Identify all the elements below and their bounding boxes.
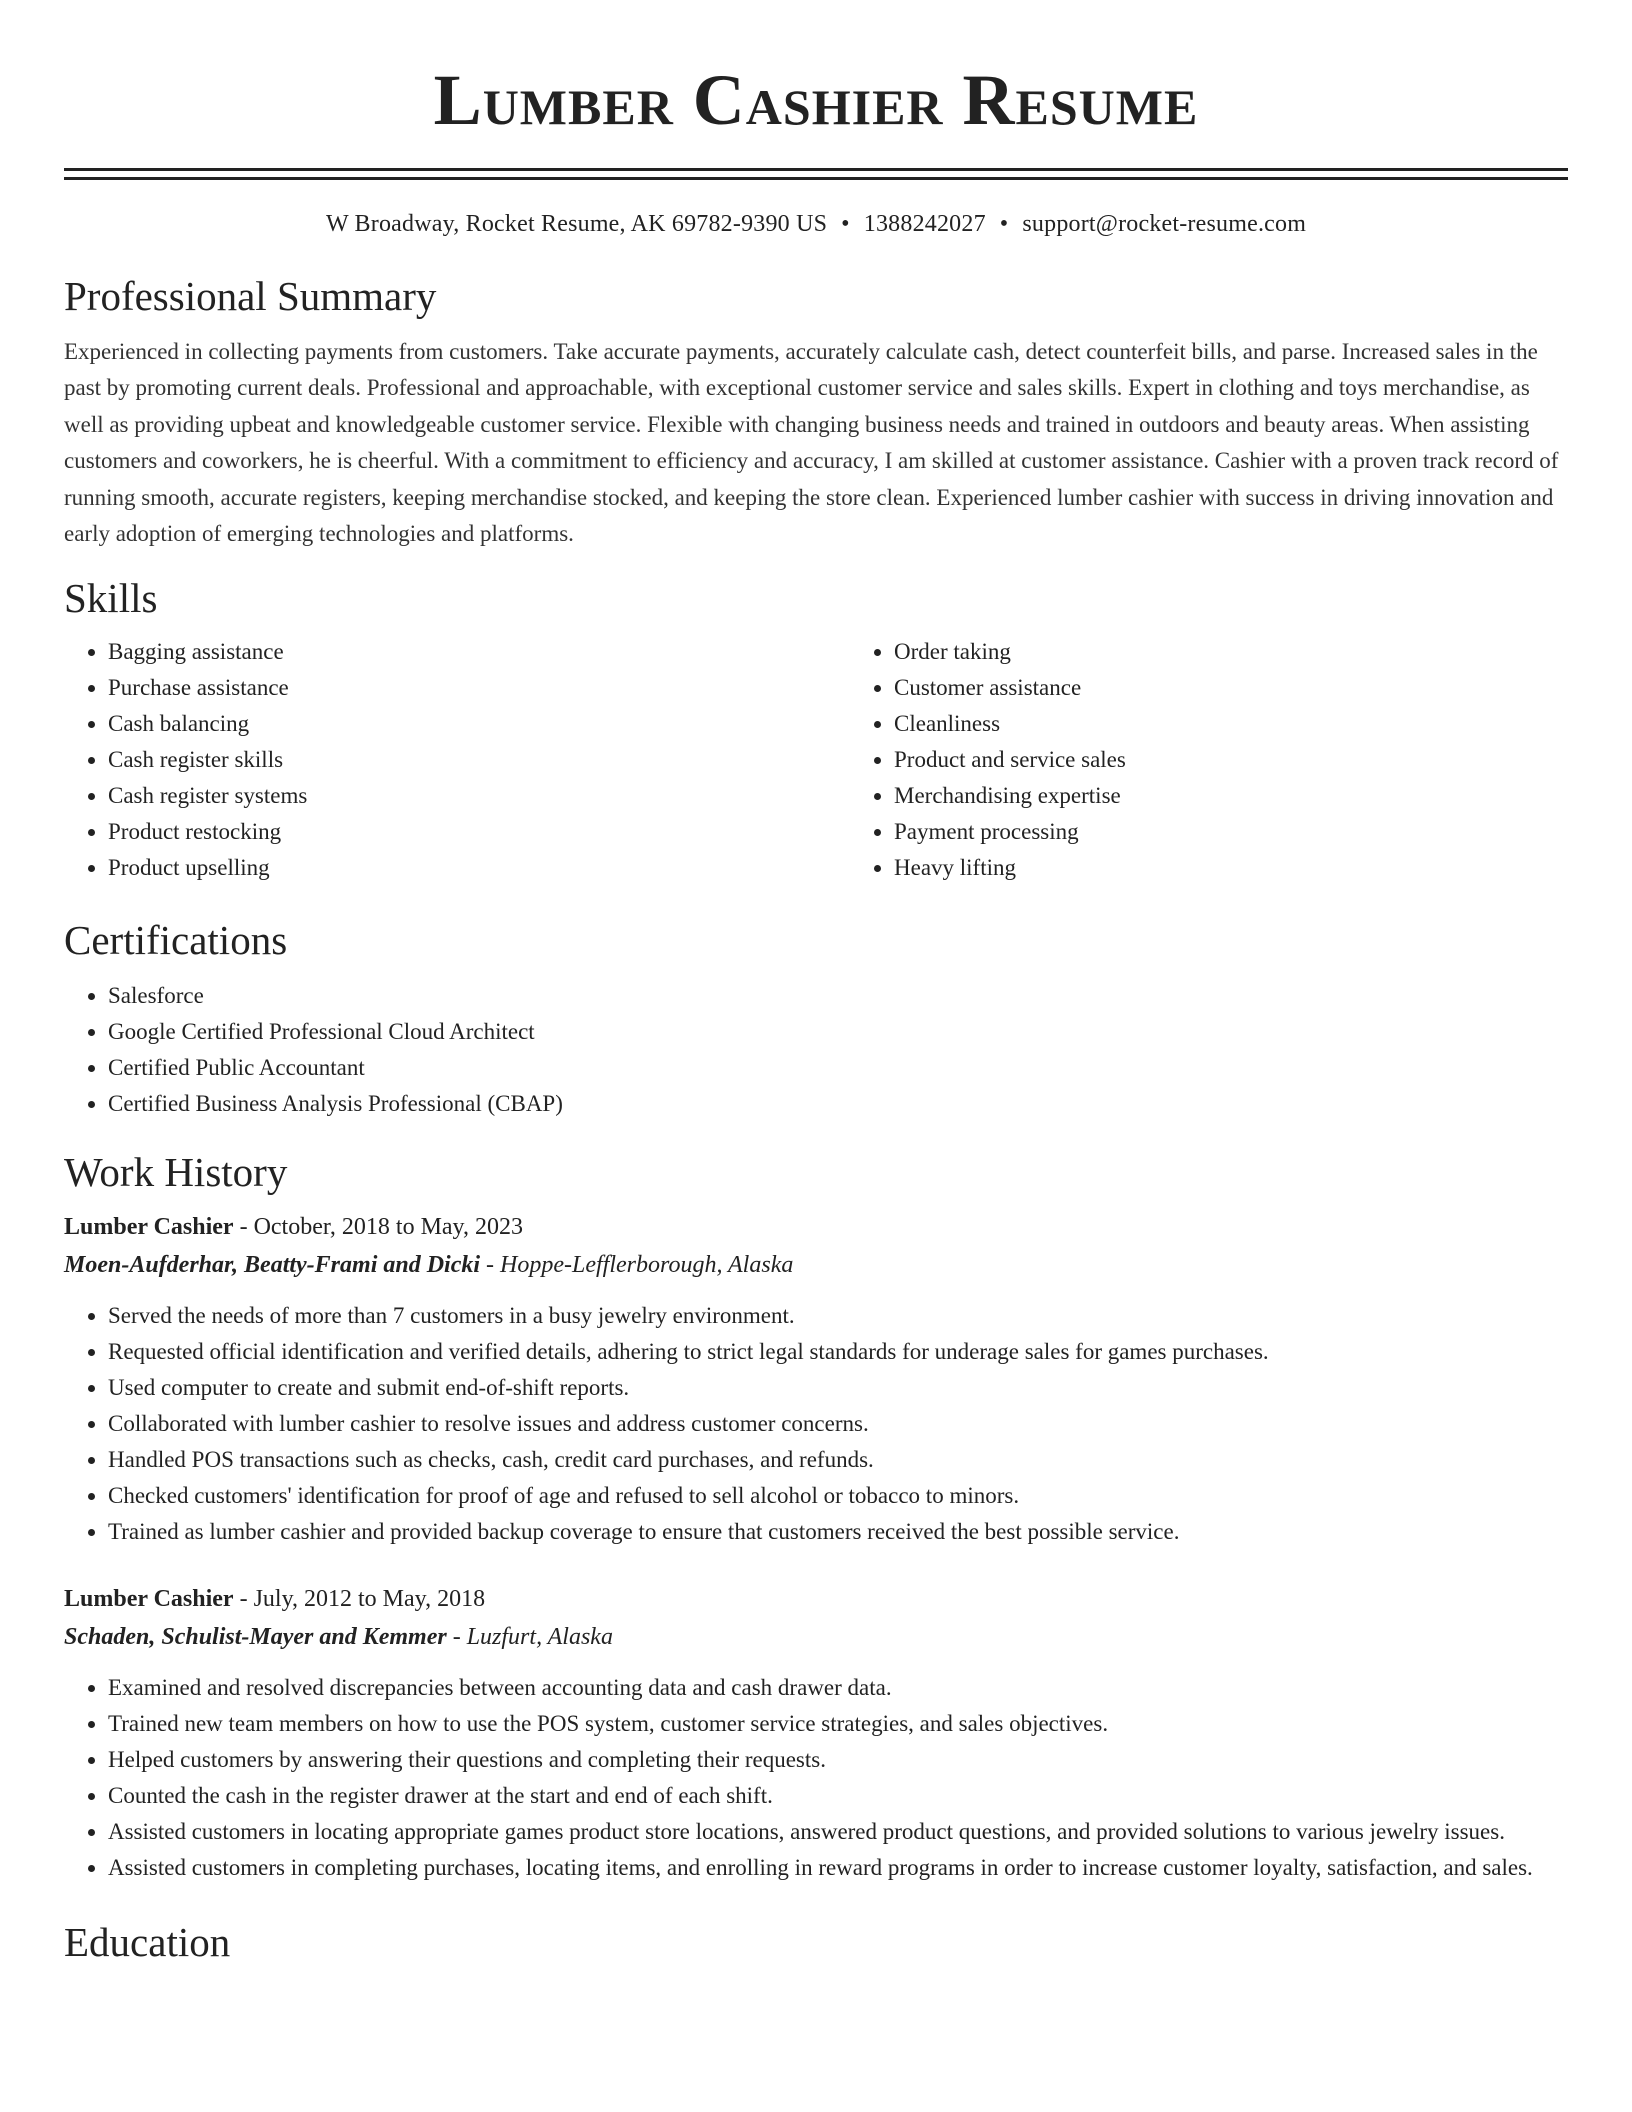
contact-email: support@rocket-resume.com: [1022, 211, 1307, 237]
job-company: Schaden, Schulist-Mayer and Kemmer: [64, 1624, 447, 1651]
certification-item: • Google Certified Professional Cloud Architect: [108, 1014, 1568, 1050]
skill-item: • Cleanliness: [894, 706, 1632, 742]
work-history-heading: Work History: [64, 1149, 288, 1196]
skill-item: • Product restocking: [108, 814, 850, 850]
skill-item: • Product and service sales: [894, 742, 1632, 778]
education-heading: Education: [64, 1919, 231, 1966]
skill-item: • Cash register systems: [108, 778, 850, 814]
skills-heading: Skills: [64, 575, 158, 622]
job-dates: October, 2018 to May, 2023: [253, 1214, 523, 1241]
skill-item: • Merchandising expertise: [894, 778, 1632, 814]
job-company-line: Moen-Aufderhar, Beatty-Frami and Dicki - Hoppe-Lefflerborough, Alaska: [64, 1252, 794, 1279]
skill-item: • Customer assistance: [894, 670, 1632, 706]
certification-item: • Certified Business Analysis Professional (CBAP): [108, 1086, 1568, 1122]
skill-item: • Product upselling: [108, 850, 850, 886]
summary-text: Experienced in collecting payments from customers. Take accurate payments, accurately calculate cash, detect counterfeit bills, and parse. Increased sales in the past by promoting current deals. Professional and approachable, with exceptional customer service and sales skills. Expert in clothing and toys merchandise, as well as providing upbeat and knowledgeable customer service. Flexible with changing business needs and trained in outdoors and beauty areas. When assisting customers and coworkers, he is cheerful. With a commitment to efficiency and accuracy, I am skilled at customer assistance. Cashier with a proven track record of running smooth, accurate registers, keeping merchandise stocked, and keeping the store clean. Experienced lumber cashier with success in driving innovation and early adoption of emerging technologies and platforms.: [64, 339, 1559, 547]
job-bullet: • Handled POS transactions such as checks, cash, credit card purchases, and refunds.: [108, 1442, 1568, 1478]
job-bullet: • Helped customers by answering their questions and completing their requests.: [108, 1742, 1568, 1778]
job-bullet: • Checked customers' identification for proof of age and refused to sell alcohol or tobacco to minors.: [108, 1478, 1568, 1514]
certification-item: • Certified Public Accountant: [108, 1050, 1568, 1086]
job-location: Hoppe-Lefflerborough, Alaska: [500, 1252, 794, 1279]
job-role: Lumber Cashier: [64, 1586, 234, 1613]
job-entry: [64, 1208, 1568, 1550]
job-bullet: • Assisted customers in locating appropriate games product store locations, answered product questions, and provided solutions to various jewelry issues.: [108, 1814, 1568, 1850]
resume-page: [64, 0, 1568, 1968]
job-bullet: • Examined and resolved discrepancies between accounting data and cash drawer data.: [108, 1670, 1568, 1706]
contact-separator: •: [841, 211, 850, 237]
skill-item: • Purchase assistance: [108, 670, 850, 706]
certifications-list: [64, 978, 1568, 1122]
job-dates: July, 2012 to May, 2018: [253, 1586, 486, 1613]
certifications-heading: Certifications: [64, 917, 288, 964]
skills-list-right: [850, 634, 1632, 886]
job-bullet: • Requested official identification and verified details, adhering to strict legal standards for underage sales for games purchases.: [108, 1334, 1568, 1370]
job-title-line: Lumber Cashier - July, 2012 to May, 2018: [64, 1586, 486, 1613]
job-bullets: [64, 1670, 1568, 1886]
resume-title: Lumber Cashier Resume: [433, 60, 1199, 140]
job-bullet: • Assisted customers in completing purchases, locating items, and enrolling in reward programs in order to increase customer loyalty, satisfaction, and sales.: [108, 1850, 1568, 1886]
job-role: Lumber Cashier: [64, 1214, 234, 1241]
job-bullet: • Used computer to create and submit end-of-shift reports.: [108, 1370, 1568, 1406]
job-title-line: Lumber Cashier - October, 2018 to May, 2023: [64, 1214, 523, 1241]
contact-phone: 1388242027: [863, 211, 986, 237]
skill-item: • Payment processing: [894, 814, 1632, 850]
skill-item: • Cash register skills: [108, 742, 850, 778]
job-bullet: • Counted the cash in the register drawer at the start and end of each shift.: [108, 1778, 1568, 1814]
job-company-line: Schaden, Schulist-Mayer and Kemmer - Luzfurt, Alaska: [64, 1624, 613, 1651]
contact-address: W Broadway, Rocket Resume, AK 69782-9390 US: [325, 211, 828, 237]
skill-item: • Bagging assistance: [108, 634, 850, 670]
job-location: Luzfurt, Alaska: [466, 1624, 613, 1651]
job-bullets: [64, 1298, 1568, 1550]
skills-list-left: [64, 634, 850, 886]
contact-separator: •: [999, 211, 1009, 237]
skill-item: • Heavy lifting: [894, 850, 1632, 886]
skills-grid: [64, 634, 1568, 886]
summary-heading: Professional Summary: [64, 273, 437, 319]
job-bullet: • Trained as lumber cashier and provided backup coverage to ensure that customers received the best possible service.: [108, 1514, 1568, 1550]
job-bullet: • Served the needs of more than 7 customers in a busy jewelry environment.: [108, 1298, 1568, 1334]
title-double-rule: [64, 168, 1568, 180]
job-bullet: • Collaborated with lumber cashier to resolve issues and address customer concerns.: [108, 1406, 1568, 1442]
certification-item: • Salesforce: [108, 978, 1568, 1014]
job-bullet: • Trained new team members on how to use the POS system, customer service strategies, and sales objectives.: [108, 1706, 1568, 1742]
contact-line: [64, 208, 1568, 240]
skill-item: • Cash balancing: [108, 706, 850, 742]
job-entry: [64, 1580, 1568, 1886]
job-company: Moen-Aufderhar, Beatty-Frami and Dicki: [64, 1252, 481, 1279]
skill-item: • Order taking: [894, 634, 1632, 670]
